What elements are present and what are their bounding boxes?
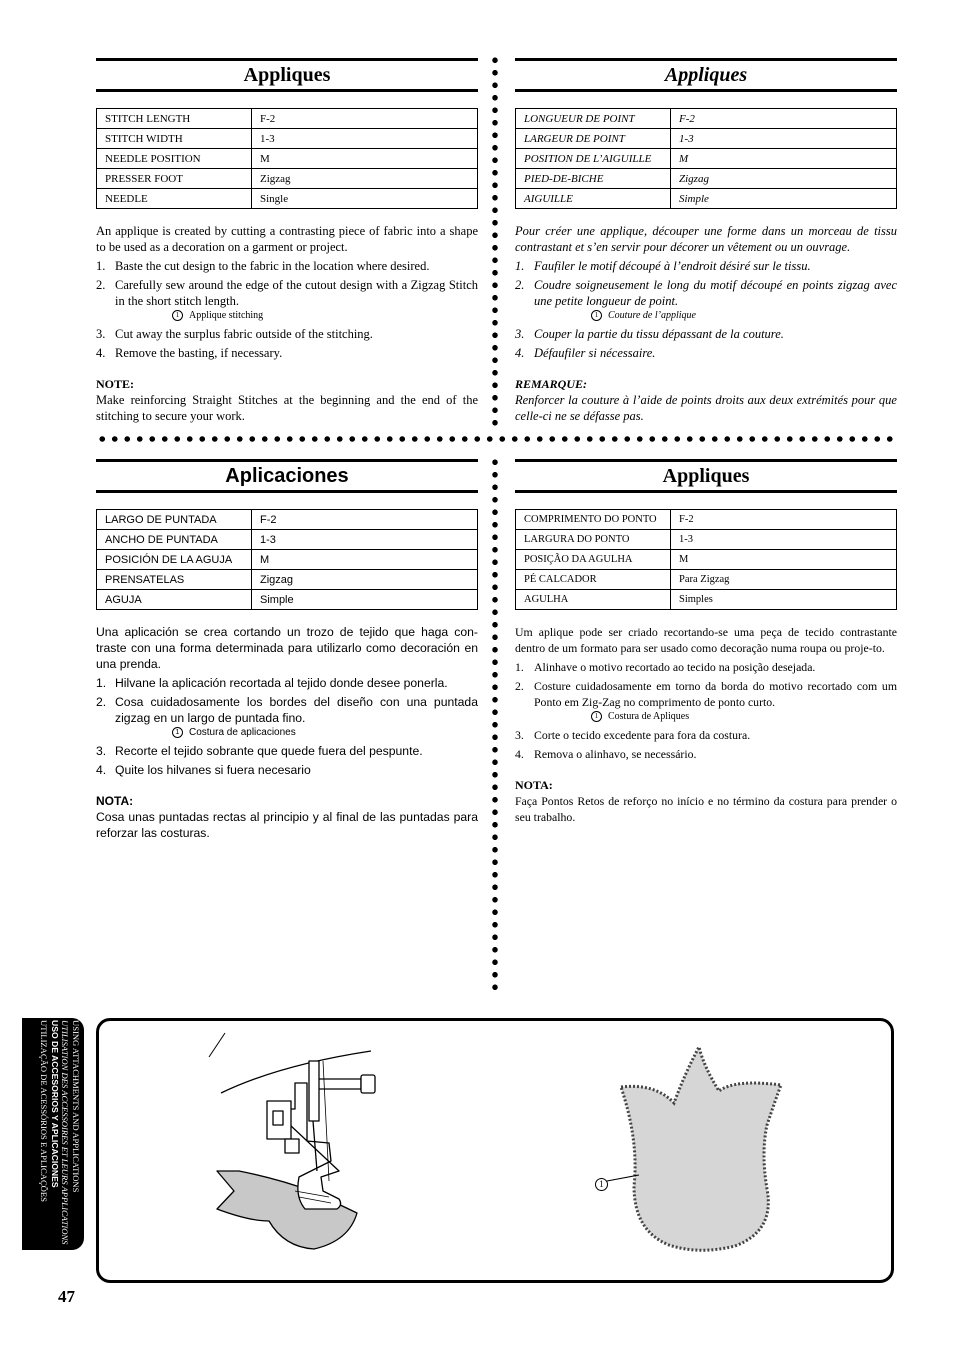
table-row: LARGEUR DE POINT 1-3 (516, 129, 897, 149)
settings-table (96, 108, 478, 209)
table-row: POSICIÓN DE LA AGUJA M (97, 550, 478, 570)
section-title: Appliques (96, 58, 478, 92)
steps-list (515, 258, 897, 361)
sewing-illustration (99, 1021, 891, 1280)
note-text: Faça Pontos Retos de reforço no início e no término da costura para prender o seu trabalho. (515, 794, 897, 824)
table-row: POSIÇÃO DA AGULHA M (516, 550, 897, 570)
section-french (515, 58, 897, 424)
note-text: Make reinforcing Straight Stitches at the beginning and the end of the stitching to secure your work. (96, 393, 478, 423)
table-row: PRENSATELAS Zigzag (97, 570, 478, 590)
list-item: 2. Costure cuidadosamente em torno da borda do motivo recortado com um Ponto em Zig-Zag no comprimento de ponto curto. (515, 679, 897, 709)
vertical-dot-separator (492, 54, 498, 426)
table-row: PIED-DE-BICHE Zigzag (516, 169, 897, 189)
callout-number-icon: 1 (591, 310, 602, 321)
list-item: 1. Baste the cut design to the fabric in the location where desired. (96, 259, 430, 273)
section-english (96, 58, 478, 424)
table-row: PÉ CALCADOR Para Zigzag (516, 570, 897, 590)
table-row: AGULHA Simples (516, 590, 897, 610)
figure-caption: 1 Applique stitching (96, 309, 478, 323)
callout-number-icon: 1 (172, 727, 183, 738)
list-item: 1. Hilvane la aplicación recortada al tejido donde desee ponerla. (96, 676, 448, 690)
figure-caption: 1 Couture de l’applique (515, 309, 897, 323)
page-number: 47 (58, 1287, 75, 1306)
horizontal-dot-separator (96, 435, 898, 443)
table-row: STITCH LENGTH F-2 (97, 109, 478, 129)
list-item: 3. Recorte el tejido sobrante que quede fuera del pespunte. (96, 744, 423, 758)
section-body (96, 624, 478, 841)
note-text: Renforcer la couture à l’aide de points droits aux deux extrémités pour que celle-ci ne se défasse pas. (515, 393, 897, 423)
list-item: 1. Faufiler le motif découpé à l’endroit désiré sur le tissu. (515, 259, 811, 273)
section-title: Aplicaciones (96, 459, 478, 493)
list-item: 2. Cosa cuidadosamente los bordes del diseño con una puntada zigzag en un largo de puntada fino. (96, 695, 478, 725)
vertical-dot-separator (492, 456, 498, 992)
applique-shape-illustration (607, 1047, 781, 1250)
intro-paragraph: Um aplique pode ser criado recortando-se uma peça de tecido contrastante dentro de um formato para ser usado como decoração numa roupa ou proje-to. (515, 625, 897, 655)
table-row: AGUJA Simple (97, 590, 478, 610)
figure-caption: 1 Costura de aplicaciones (96, 726, 478, 740)
table-row: POSITION DE L’AIGUILLE M (516, 149, 897, 169)
table-row: STITCH WIDTH 1-3 (97, 129, 478, 149)
table-row: LARGO DE PUNTADA F-2 (97, 510, 478, 530)
note-title: NOTE: (96, 377, 135, 391)
table-row: ANCHO DE PUNTADA 1-3 (97, 530, 478, 550)
list-item: 3. Corte o tecido excedente para fora da costura. (515, 728, 751, 742)
intro-paragraph: An applique is created by cutting a contrasting piece of fabric into a shape to be used as a decoration on a garment or project. (96, 224, 478, 254)
callout-number-icon: 1 (591, 711, 602, 722)
section-title: Appliques (515, 459, 897, 493)
settings-table (515, 108, 897, 209)
note-text: Cosa unas puntadas rectas al principio y al final de las puntadas para reforzar las costuras. (96, 810, 478, 840)
table-row: NEEDLE Single (97, 189, 478, 209)
settings-table (515, 509, 897, 610)
list-item: 4. Remove the basting, if necessary. (96, 346, 283, 360)
steps-list (96, 675, 478, 778)
table-row: LARGURA DO PONTO 1-3 (516, 530, 897, 550)
list-item: 1. Alinhave o motivo recortado ao tecido na posição desejada. (515, 660, 816, 674)
figure-caption: 1 Costura de Apliques (515, 710, 897, 724)
list-item: 3. Cut away the surplus fabric outside of the stitching. (96, 327, 373, 341)
table-row: NEEDLE POSITION M (97, 149, 478, 169)
steps-list (515, 659, 897, 762)
section-spanish (96, 459, 478, 841)
side-tab (22, 1018, 84, 1250)
table-row: PRESSER FOOT Zigzag (97, 169, 478, 189)
section-title: Appliques (515, 58, 897, 92)
callout-number-icon: 1 (595, 1178, 608, 1191)
figure-callout (595, 1178, 614, 1191)
note-title: NOTA: (515, 778, 553, 792)
section-body (96, 223, 478, 424)
list-item: 2. Carefully sew around the edge of the cutout design with a Zigzag Stitch in the short stitch length. (96, 278, 478, 308)
list-item: 4. Remova o alinhavo, se necessário. (515, 747, 697, 761)
table-row: AIGUILLE Simple (516, 189, 897, 209)
note-title: REMARQUE: (515, 377, 588, 391)
table-row: LONGUEUR DE POINT F-2 (516, 109, 897, 129)
section-body (515, 624, 897, 825)
section-portuguese (515, 459, 897, 825)
callout-number-icon: 1 (172, 310, 183, 321)
settings-table (96, 509, 478, 610)
intro-paragraph: Pour créer une applique, découper une forme dans un morceau de tissu contrastant et s’en servir pour décorer un vêtement ou un ouvrage. (515, 224, 897, 254)
list-item: 3. Couper la partie du tissu dépassant de la couture. (515, 327, 784, 341)
presser-foot-illustration (209, 1033, 375, 1249)
figure-box (96, 1018, 894, 1283)
list-item: 2. Coudre soigneusement le long du motif découpé en points zigzag avec une petite longueur de point. (515, 278, 897, 308)
note-title: NOTA: (96, 794, 134, 808)
list-item: 4. Quite los hilvanes si fuera necesario (96, 763, 311, 777)
list-item: 4. Défaufiler si nécessaire. (515, 346, 656, 360)
side-tab-text: USING ATTACHMENTS AND APPLICATIONS UTILISATION DES ACCESSOIRES ET LEURS APPLICATIONS USO DE ACCESORIOS Y APLICACIONES UTILIZAÇÃO DE ACESSÓRIOS E APLICAÇÕES (39, 1020, 81, 1245)
intro-paragraph: Una aplicación se crea cortando un trozo de tejido que haga con-traste con una forma determinada para utilizarlo como decoración en una prenda. (96, 625, 478, 671)
section-body (515, 223, 897, 424)
table-row: COMPRIMENTO DO PONTO F-2 (516, 510, 897, 530)
steps-list (96, 258, 478, 361)
